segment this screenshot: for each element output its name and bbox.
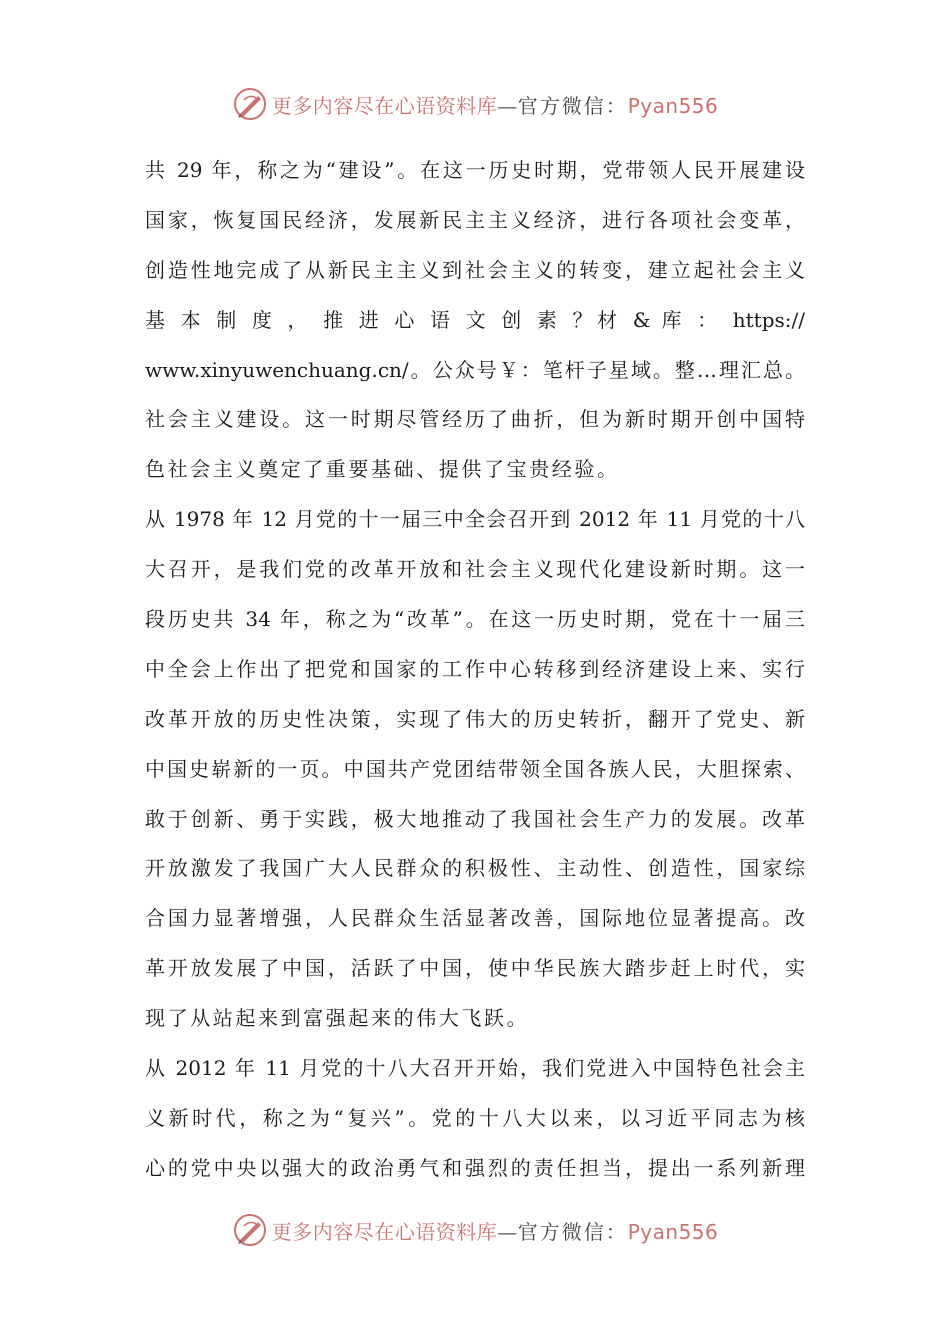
body-line: 革开放发展了中国，活跃了中国，使中华民族大踏步赶上时代，实 [145, 956, 805, 981]
body-line: 社会主义建设。这一时期尽管经历了曲折，但为新时期开创中国特 [145, 407, 805, 432]
body-line: 从 1978 年 12 月党的十一届三中全会召开到 2012 年 11 月党的十八 [145, 507, 805, 532]
pen-logo-icon [232, 1212, 268, 1248]
footer-separator: — [497, 1219, 518, 1244]
body-line: 中全会上作出了把党和国家的工作中心转移到经济建设上来、实行 [145, 656, 805, 681]
body-line: 中国史崭新的一页。中国共产党团结带领全国各族人民，大胆探索、 [145, 756, 805, 781]
header-text [272, 90, 719, 119]
body-line: 改革开放的历史性决策，实现了伟大的历史转折，翻开了党史、新 [145, 706, 805, 731]
body-line: 共 29 年，称之为“建设”。在这一历史时期，党带领人民开展建设 [145, 158, 805, 182]
header-wechat-id: Pyan556 [627, 93, 719, 118]
body-line: 创造性地完成了从新民主主义到社会主义的转变，建立起社会主义 [145, 257, 805, 282]
footer-text [272, 1216, 719, 1245]
body-line: 大召开，是我们党的改革开放和社会主义现代化建设新时期。这一 [145, 557, 805, 582]
body-line: 段历史共 34 年，称之为“改革”。在这一历史时期，党在十一届三 [145, 607, 805, 632]
body-line: 合国力显著增强，人民群众生活显著改善，国际地位显著提高。改 [145, 906, 805, 931]
header-banner [0, 84, 950, 124]
body-line: 开放激发了我国广大人民群众的积极性、主动性、创造性，国家综 [145, 856, 805, 881]
pen-logo-icon [232, 86, 268, 122]
header-separator: — [497, 93, 518, 118]
body-line: 国家，恢复国民经济，发展新民主主义经济，进行各项社会变革， [145, 207, 805, 232]
document-body [145, 146, 805, 1194]
footer-banner [0, 1210, 950, 1250]
header-brand: 更多内容尽在心语资料库 [271, 93, 498, 118]
body-line: 现了从站起来到富强起来的伟大飞跃。 [145, 1006, 530, 1031]
footer-label: 官方微信： [517, 1219, 628, 1244]
body-line: 义新时代，称之为“复兴”。党的十八大以来，以习近平同志为核 [145, 1105, 805, 1130]
body-line: www.xinyuwenchuang.cn/。公众号￥：笔杆子星域。整…理汇总。 [145, 357, 805, 382]
footer-wechat-id: Pyan556 [627, 1219, 719, 1244]
body-line: 心的党中央以强大的政治勇气和强烈的责任担当，提出一系列新理 [145, 1155, 805, 1180]
body-line: 敢于创新、勇于实践，极大地推动了我国社会生产力的发展。改革 [145, 806, 805, 831]
footer-brand: 更多内容尽在心语资料库 [271, 1219, 498, 1244]
header-label: 官方微信： [517, 93, 628, 118]
body-line: 从 2012 年 11 月党的十八大召开开始，我们党进入中国特色社会主 [145, 1056, 805, 1081]
body-line: 基 本 制 度 ， 推 进 心 语 文 创 素 ？材 & 库 ： https:// [145, 307, 805, 332]
body-line: 色社会主义奠定了重要基础、提供了宝贵经验。 [145, 457, 620, 482]
